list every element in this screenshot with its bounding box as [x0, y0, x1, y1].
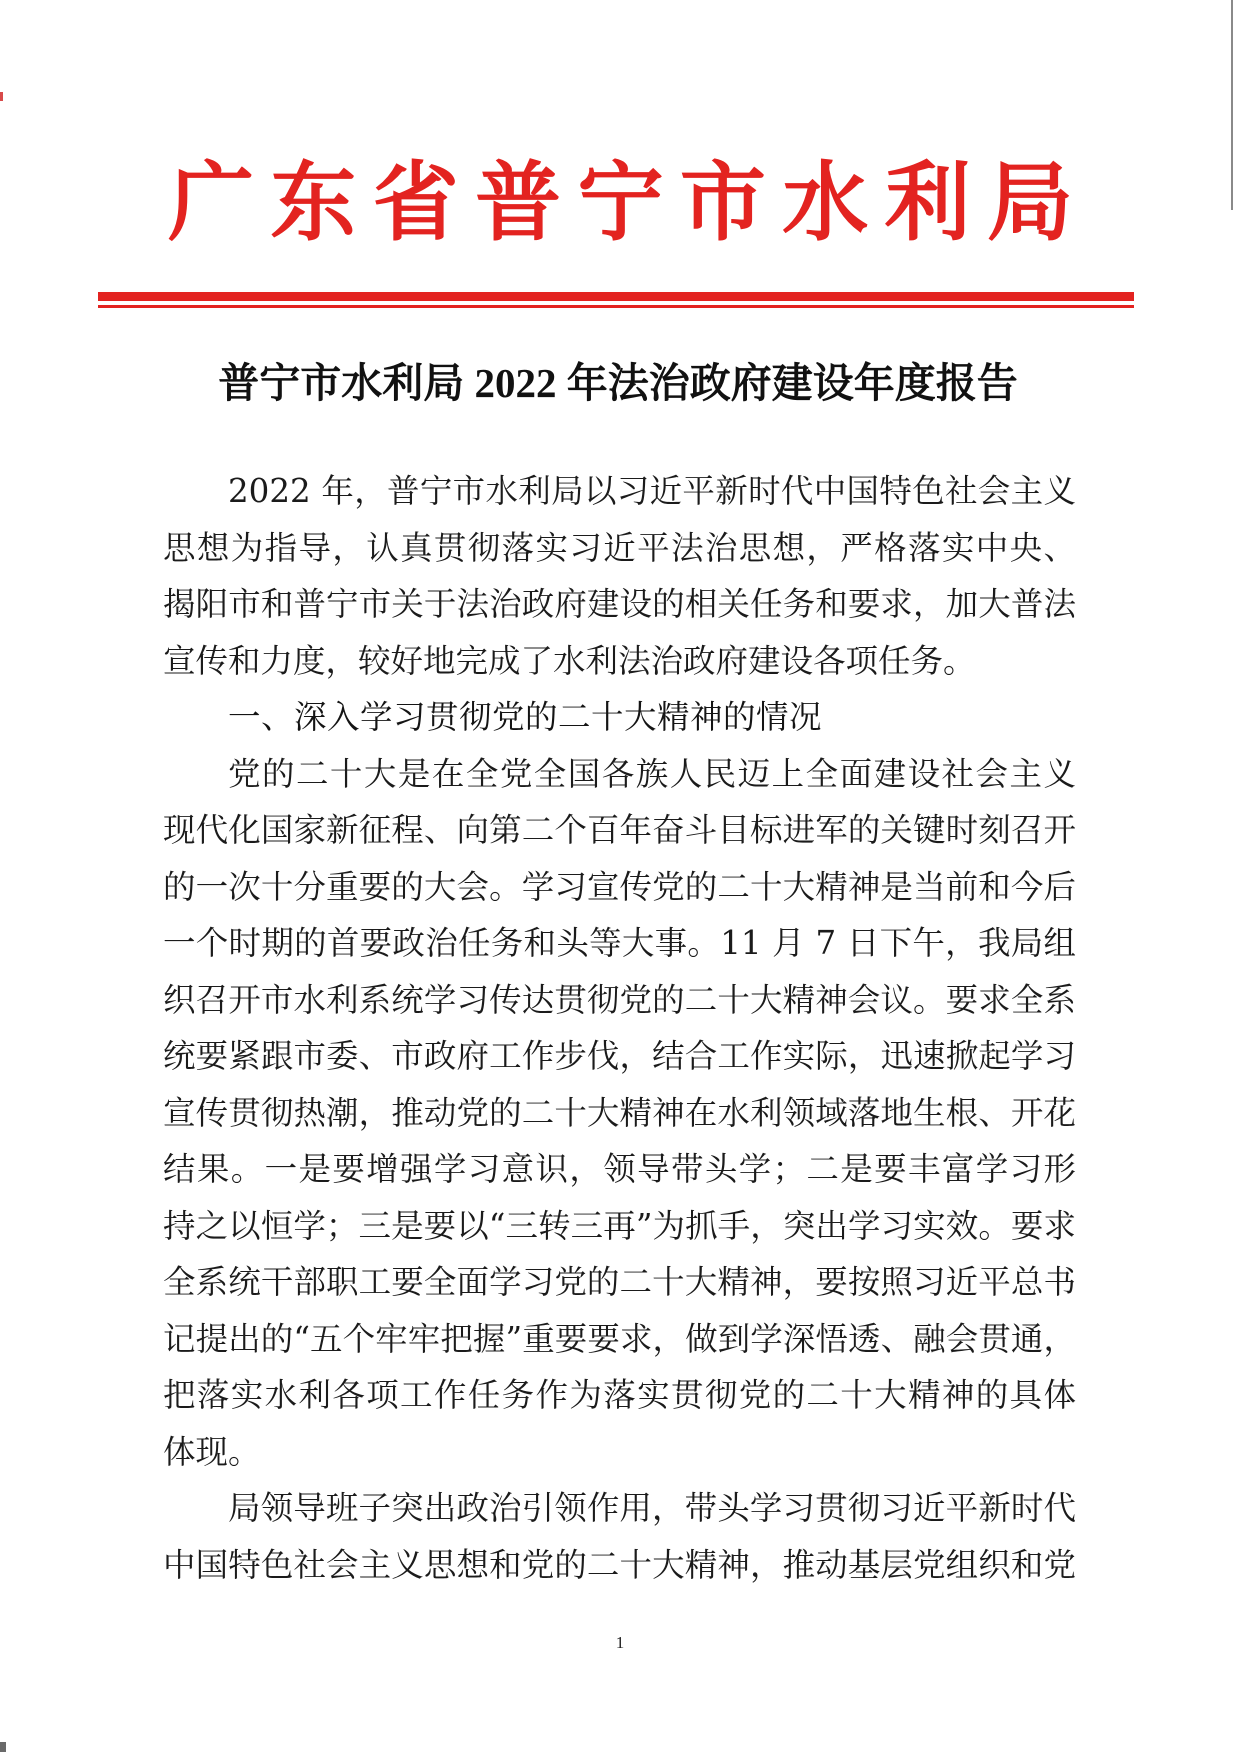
- scan-edge-artifact: [1231, 0, 1233, 210]
- paragraph-line: 全系统干部职工要全面学习党的二十大精神，要按照习近平总书: [163, 1263, 1076, 1301]
- intro-paragraph: [163, 463, 1076, 689]
- document-body: [163, 463, 1076, 1593]
- section-paragraph: [163, 1480, 1076, 1593]
- scan-corner-artifact: [0, 1742, 6, 1752]
- paragraph-line: 一个时期的首要政治任务和头等大事。11 月 7 日下午，我局组: [163, 924, 1076, 962]
- paragraph-line: 结果。一是要增强学习意识，领导带头学；二是要丰富学习形: [163, 1150, 1076, 1188]
- scan-mark-artifact: [0, 92, 3, 101]
- letterhead-organization: 广东省普宁市水利局: [168, 152, 1073, 253]
- paragraph-line: 宣传贯彻热潮，推动党的二十大精神在水利领域落地生根、开花: [163, 1093, 1076, 1132]
- paragraph-line: 揭阳市和普宁市关于法治政府建设的相关任务和要求，加大普法: [163, 585, 1076, 623]
- section-heading: 一、深入学习贯彻党的二十大精神的情况: [228, 698, 823, 736]
- paragraph-line: 织召开市水利系统学习传达贯彻党的二十大精神会议。要求全系: [163, 980, 1076, 1019]
- paragraph-line: 把落实水利各项工作任务作为落实贯彻党的二十大精神的具体: [163, 1376, 1076, 1414]
- paragraph-line: 的一次十分重要的大会。学习宣传党的二十大精神是当前和今后: [163, 867, 1076, 906]
- paragraph-line: 局领导班子突出政治引领作用，带头学习贯彻习近平新时代: [228, 1489, 1076, 1527]
- paragraph-line: 中国特色社会主义思想和党的二十大精神，推动基层党组织和党: [163, 1545, 1076, 1584]
- paragraph-line: 记提出的“五个牢牢把握”重要要求，做到学深悟透、融会贯通，: [163, 1319, 1076, 1358]
- letterhead-rule-thin: [98, 305, 1134, 308]
- paragraph-line: 持之以恒学；三是要以“三转三再”为抓手，突出学习实效。要求: [163, 1206, 1076, 1245]
- paragraph-line: 党的二十大是在全党全国各族人民迈上全面建设社会主义: [228, 754, 1076, 793]
- section-paragraph: [163, 746, 1076, 1481]
- paragraph-line: 思想为指导，认真贯彻落实习近平法治思想，严格落实中央、: [163, 528, 1076, 567]
- paragraph-line: 2022 年，普宁市水利局以习近平新时代中国特色社会主义: [228, 472, 1076, 510]
- document-title: 普宁市水利局 2022 年法治政府建设年度报告: [218, 360, 1018, 406]
- paragraph-line: 现代化国家新征程、向第二个百年奋斗目标进军的关键时刻召开: [163, 811, 1076, 849]
- paragraph-line: 宣传和力度，较好地完成了水利法治政府建设各项任务。: [163, 641, 976, 680]
- page-number: 1: [615, 1633, 625, 1652]
- paragraph-line: 体现。: [163, 1432, 261, 1471]
- letterhead-rule-thick: [98, 292, 1134, 301]
- paragraph-line: 统要紧跟市委、市政府工作步伐，结合工作实际，迅速掀起学习: [163, 1037, 1076, 1075]
